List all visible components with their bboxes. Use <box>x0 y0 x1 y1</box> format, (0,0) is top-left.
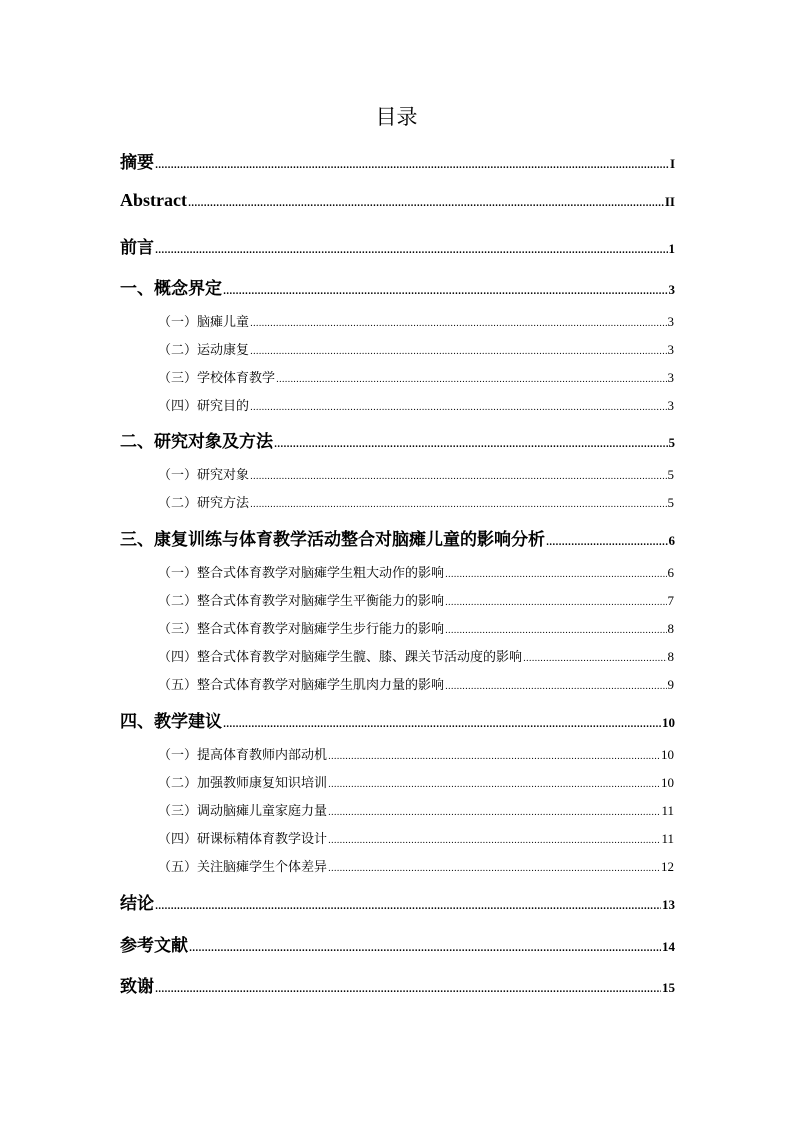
toc-entry-page: 1 <box>668 241 675 256</box>
toc-entry-chapter-1[interactable] <box>120 274 675 299</box>
toc-leader-dots <box>546 538 668 548</box>
toc-entry-section-3-2[interactable] <box>158 590 674 609</box>
toc-leader-dots <box>155 985 661 995</box>
toc-leader-dots <box>188 199 664 209</box>
toc-entry-acknowledgements[interactable] <box>120 972 675 997</box>
toc-entry-page: 5 <box>667 495 674 510</box>
toc-entry-page: 3 <box>667 314 674 329</box>
toc-entry-page: 8 <box>667 621 674 636</box>
toc-entry-page: 8 <box>667 649 674 664</box>
toc-entry-preface[interactable] <box>120 233 675 258</box>
toc-entry-section-3-3[interactable] <box>158 618 674 637</box>
toc-leader-dots <box>445 570 666 580</box>
toc-entry-label: （二）研究方法 <box>158 496 250 511</box>
toc-entry-page: 9 <box>667 677 674 692</box>
toc-entry-page: 6 <box>667 565 674 580</box>
toc-leader-dots <box>328 864 660 874</box>
toc-title: 目录 <box>375 105 418 129</box>
toc-entry-label: （一）脑瘫儿童 <box>158 315 250 330</box>
toc-entry-label: （四）研课标精体育教学设计 <box>158 832 328 847</box>
toc-entry-section-1-4[interactable] <box>158 395 674 414</box>
toc-entry-label: （五）关注脑瘫学生个体差异 <box>158 860 328 875</box>
toc-leader-dots <box>250 472 666 482</box>
toc-entry-label: （二）加强教师康复知识培训 <box>158 776 328 791</box>
toc-leader-dots <box>274 440 668 450</box>
toc-leader-dots <box>155 246 668 256</box>
toc-leader-dots <box>250 500 666 510</box>
toc-entry-page: 3 <box>667 398 674 413</box>
toc-entry-abstract-cn[interactable] <box>120 148 675 173</box>
toc-entry-page: II <box>664 194 675 209</box>
toc-leader-dots <box>276 375 666 385</box>
toc-leader-dots <box>155 902 661 912</box>
toc-leader-dots <box>328 808 660 818</box>
toc-entry-page: 10 <box>661 775 674 790</box>
toc-entry-section-4-1[interactable] <box>158 744 674 763</box>
toc-entry-label: 致谢 <box>120 977 154 997</box>
toc-entry-label: （四）整合式体育教学对脑瘫学生髋、膝、踝关节活动度的影响 <box>158 650 523 665</box>
toc-entry-label: （一）研究对象 <box>158 468 250 483</box>
toc-entry-label: （一）整合式体育教学对脑瘫学生粗大动作的影响 <box>158 566 445 581</box>
toc-entry-label: 二、研究对象及方法 <box>120 432 273 452</box>
toc-entry-section-4-4[interactable] <box>158 828 674 847</box>
toc-entry-label: （四）研究目的 <box>158 399 250 414</box>
toc-entry-section-2-1[interactable] <box>158 464 674 483</box>
toc-entry-label: 三、康复训练与体育教学活动整合对脑瘫儿童的影响分析 <box>120 530 545 550</box>
toc-entry-page: 3 <box>668 282 675 297</box>
toc-entry-section-1-3[interactable] <box>158 367 674 386</box>
toc-entry-page: 3 <box>667 342 674 357</box>
toc-entry-section-4-2[interactable] <box>158 772 674 791</box>
toc-entry-chapter-2[interactable] <box>120 427 675 452</box>
toc-leader-dots <box>523 654 666 664</box>
toc-entry-page: 5 <box>667 467 674 482</box>
toc-entry-label: （三）调动脑瘫儿童家庭力量 <box>158 804 328 819</box>
toc-entry-page: 11 <box>661 803 674 818</box>
toc-entry-page: I <box>669 156 675 171</box>
toc-entry-label: （五）整合式体育教学对脑瘫学生肌肉力量的影响 <box>158 678 445 693</box>
toc-entry-label: （一）提高体育教师内部动机 <box>158 748 328 763</box>
toc-leader-dots <box>250 347 666 357</box>
toc-entry-chapter-3[interactable] <box>120 525 675 550</box>
toc-entry-section-3-5[interactable] <box>158 674 674 693</box>
toc-entry-page: 6 <box>668 533 675 548</box>
toc-entry-page: 14 <box>662 939 675 954</box>
toc-entry-label: 前言 <box>120 238 154 258</box>
toc-entry-label: （二）运动康复 <box>158 343 250 358</box>
toc-leader-dots <box>328 836 660 846</box>
toc-entry-section-3-4[interactable] <box>158 646 674 665</box>
toc-leader-dots <box>223 720 661 730</box>
toc-entry-section-3-1[interactable] <box>158 562 674 581</box>
toc-leader-dots <box>250 403 666 413</box>
toc-leader-dots <box>250 319 666 329</box>
toc-entry-label: 参考文献 <box>120 936 188 956</box>
toc-entry-conclusion[interactable] <box>120 889 675 914</box>
toc-leader-dots <box>328 780 660 790</box>
toc-entry-section-1-1[interactable] <box>158 311 674 330</box>
toc-entry-section-2-2[interactable] <box>158 492 674 511</box>
toc-entry-label: Abstract <box>120 190 187 210</box>
toc-entry-page: 11 <box>661 831 674 846</box>
toc-entry-page: 10 <box>661 747 674 762</box>
toc-entry-section-1-2[interactable] <box>158 339 674 358</box>
toc-entry-label: （三）学校体育教学 <box>158 371 276 386</box>
toc-entry-label: 一、概念界定 <box>120 279 222 299</box>
toc-entry-references[interactable] <box>120 931 675 956</box>
toc-leader-dots <box>223 287 668 297</box>
toc-leader-dots <box>445 626 666 636</box>
toc-leader-dots <box>445 682 666 692</box>
toc-entry-page: 5 <box>668 435 675 450</box>
toc-entry-page: 10 <box>662 715 675 730</box>
toc-entry-page: 15 <box>662 980 675 995</box>
toc-leader-dots <box>155 161 669 171</box>
toc-entry-page: 3 <box>667 370 674 385</box>
toc-entry-section-4-3[interactable] <box>158 800 674 819</box>
toc-entry-page: 7 <box>667 593 674 608</box>
toc-entry-page: 13 <box>662 897 675 912</box>
toc-leader-dots <box>189 944 661 954</box>
toc-leader-dots <box>328 752 660 762</box>
toc-entry-label: 四、教学建议 <box>120 712 222 732</box>
toc-entry-section-4-5[interactable] <box>158 856 674 875</box>
toc-entry-label: （二）整合式体育教学对脑瘫学生平衡能力的影响 <box>158 594 445 609</box>
toc-entry-abstract-en[interactable] <box>120 190 675 211</box>
toc-entry-label: 摘要 <box>120 153 154 173</box>
toc-entry-page: 12 <box>661 859 674 874</box>
toc-leader-dots <box>445 598 666 608</box>
toc-entry-chapter-4[interactable] <box>120 707 675 732</box>
toc-entry-label: （三）整合式体育教学对脑瘫学生步行能力的影响 <box>158 622 445 637</box>
toc-entry-label: 结论 <box>120 894 154 914</box>
